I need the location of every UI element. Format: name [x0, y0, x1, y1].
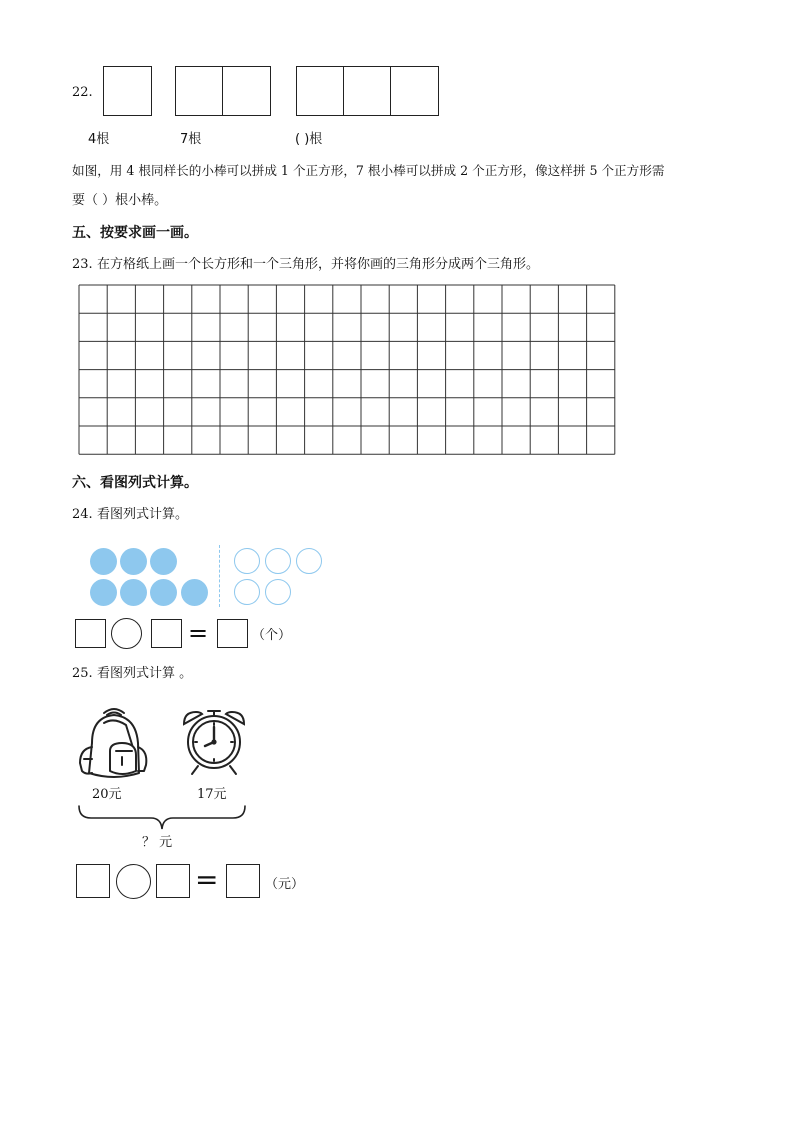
q23-text: 在方格纸上画一个长方形和一个三角形，并将你画的三角形分成两个三角形。: [97, 257, 540, 272]
q22-text-line2: 要（ ）根小棒。: [72, 193, 168, 208]
filled-dot: [90, 548, 117, 575]
q25-operand1-box[interactable]: [76, 864, 110, 898]
label-blank-sticks: ( )根: [295, 132, 323, 147]
section-5-title: 五、按要求画一画。: [72, 225, 198, 241]
q25-equals-sign: =: [195, 863, 219, 896]
matchstick-square-3a: [296, 66, 345, 116]
curly-brace: [76, 803, 256, 833]
matchstick-square-3b: [343, 66, 392, 116]
square-grid[interactable]: [78, 284, 618, 456]
q24-operand1-box[interactable]: [75, 619, 106, 648]
q22-number: 22.: [72, 85, 93, 100]
filled-dot: [120, 579, 147, 606]
q25-text: 看图列式计算 。: [97, 666, 193, 681]
label-4-sticks: 4根: [88, 132, 110, 147]
q25-number: 25.: [72, 666, 93, 681]
empty-dot: [265, 548, 291, 574]
q24-unit: （个）: [252, 628, 292, 643]
dashed-divider: [219, 545, 220, 607]
filled-dot: [90, 579, 117, 606]
q22-text-line1: 如图，用 4 根同样长的小棒可以拼成 1 个正方形，7 根小棒可以拼成 2 个正方形，像这样拼 5 个正方形需: [72, 163, 665, 178]
q24-operator-circle[interactable]: [111, 618, 142, 649]
q24-operand2-box[interactable]: [151, 619, 182, 648]
q25-operand2-box[interactable]: [156, 864, 190, 898]
q24-equals-sign: =: [188, 619, 209, 647]
empty-dot: [296, 548, 322, 574]
filled-dot: [150, 548, 177, 575]
filled-dot: [150, 579, 177, 606]
section-6-title: 六、看图列式计算。: [72, 475, 198, 491]
clock-price: 17元: [197, 787, 227, 802]
q23-number: 23.: [72, 257, 93, 272]
empty-dot: [234, 548, 260, 574]
total-price-unknown: ？ 元: [142, 835, 173, 850]
filled-dot: [120, 548, 147, 575]
label-7-sticks: 7根: [180, 132, 202, 147]
alarm-clock-icon: [178, 706, 250, 778]
backpack-icon: [74, 703, 154, 783]
matchstick-square-2a: [175, 66, 224, 116]
q25-answer-box[interactable]: [226, 864, 260, 898]
q25-unit: （元）: [265, 877, 305, 892]
matchstick-square-1: [103, 66, 152, 116]
empty-dot: [265, 579, 291, 605]
backpack-price: 20元: [92, 787, 122, 802]
q24-number: 24.: [72, 507, 93, 522]
empty-dot: [234, 579, 260, 605]
q25-operator-circle[interactable]: [116, 864, 151, 899]
q24-text: 看图列式计算。: [97, 507, 189, 522]
q24-answer-box[interactable]: [217, 619, 248, 648]
matchstick-square-2b: [222, 66, 271, 116]
filled-dot: [181, 579, 208, 606]
matchstick-square-3c: [390, 66, 439, 116]
